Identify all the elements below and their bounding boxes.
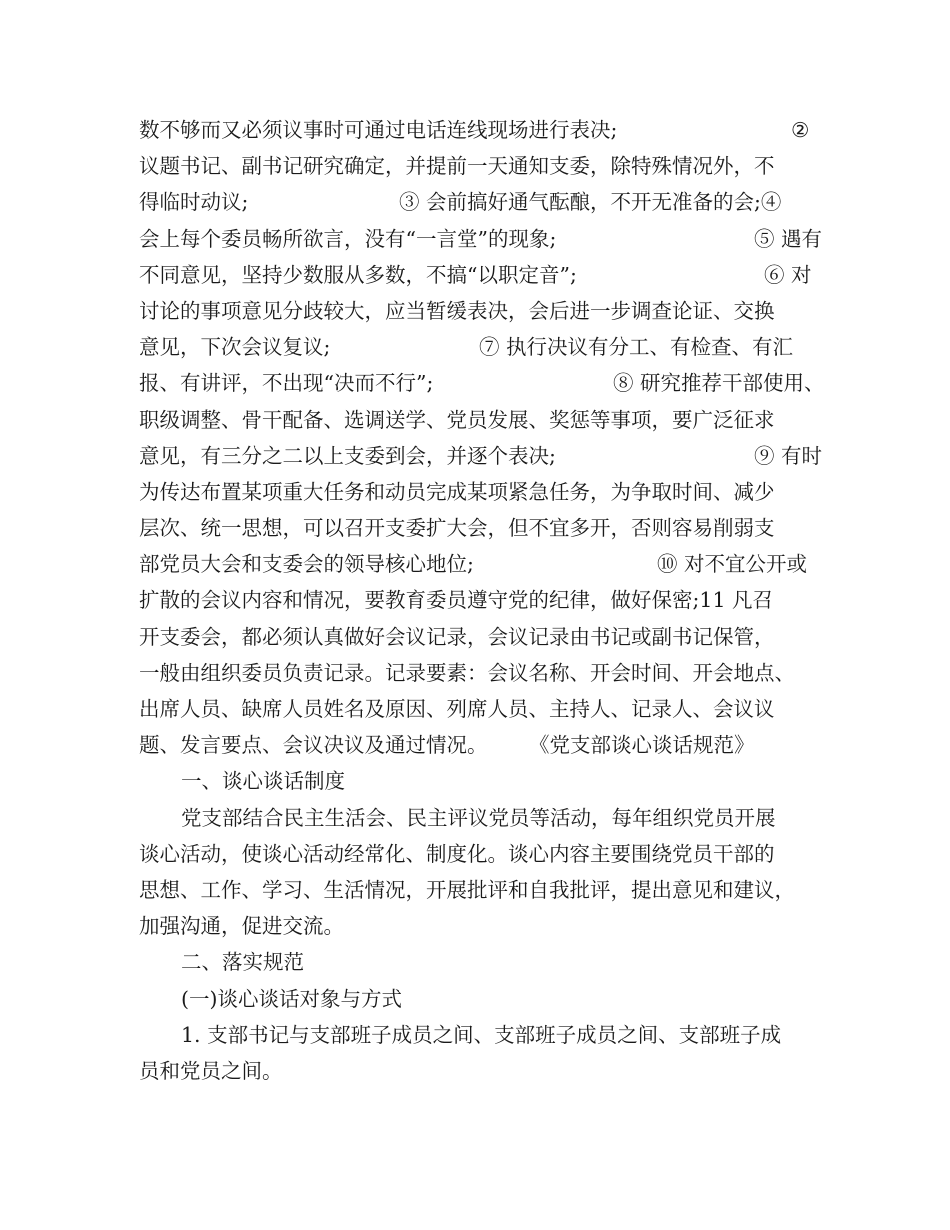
text-line [139, 365, 829, 401]
text-segment: 谈心活动，使谈心活动经常化、制度化。谈心内容主要围绕党员干部的 [139, 841, 775, 866]
text-line [139, 474, 829, 510]
text-segment-trailing: ⑤ 遇有 [754, 226, 823, 251]
text-line [139, 148, 829, 184]
text-line [139, 329, 829, 365]
text-segment: 层次、统一思想，可以召开支委扩大会，但不宜多开，否则容易削弱支 [139, 516, 775, 541]
text-line [139, 800, 829, 836]
text-line [139, 257, 829, 293]
text-line [139, 112, 829, 148]
text-segment: 员和党员之间。 [139, 1058, 283, 1083]
text-segment: 数不够而又必须议事时可通过电话连线现场进行表决; [139, 118, 618, 142]
text-line [139, 727, 829, 763]
text-line [139, 981, 829, 1017]
text-line [139, 872, 829, 908]
text-segment: 加强沟通，促进交流。 [139, 914, 344, 939]
document-body [139, 112, 829, 1089]
text-segment-trailing: ② [791, 118, 810, 142]
text-segment: 得临时动议; [139, 190, 249, 215]
text-segment: 思想、工作、学习、生活情况，开展批评和自我批评，提出意见和建议， [139, 877, 795, 902]
text-segment: 一、谈心谈话制度 [181, 769, 345, 794]
text-segment: 职级调整、骨干配备、选调送学、党员发展、奖惩等事项，要广泛征求 [139, 407, 775, 432]
text-segment: 开支委会，都必须认真做好会议记录，会议记录由书记或副书记保管， [139, 624, 775, 649]
text-line [139, 221, 829, 257]
text-line [139, 293, 829, 329]
text-segment: 讨论的事项意见分歧较大，应当暂缓表决，会后进一步调查论证、交换 [139, 298, 775, 323]
text-segment: 会上每个委员畅所欲言，没有“一言堂”的现象; [139, 226, 557, 251]
text-segment-trailing: ⑩ 对不宜公开或 [657, 552, 808, 577]
text-line [139, 619, 829, 655]
text-segment-trailing: ⑥ 对 [764, 262, 812, 287]
text-segment: 出席人员、缺席人员姓名及原因、列席人员、主持人、记录人、会议议 [139, 697, 775, 721]
text-line [139, 510, 829, 546]
text-segment: 报、有讲评，不出现“决而不行”; [139, 371, 434, 396]
text-segment: 1. 支部书记与支部班子成员之间、支部班子成员之间、支部班子成 [181, 1022, 782, 1047]
text-line [139, 763, 829, 799]
text-segment-trailing: ⑧ 研究推荐干部使用、 [613, 371, 825, 396]
text-segment: 题、发言要点、会议决议及通过情况。 [139, 733, 488, 758]
text-line [139, 184, 829, 220]
text-line [139, 944, 829, 980]
text-segment: 议题书记、副书记研究确定，并提前一天通知支委，除特殊情况外，不 [139, 154, 775, 179]
text-segment: 一般由组织委员负责记录。记录要素：会议名称、开会时间、开会地点、 [139, 660, 795, 685]
text-segment-trailing: ⑦ 执行决议有分工、有检查、有汇 [479, 335, 794, 360]
text-segment: 部党员大会和支委会的领导核心地位; [139, 552, 474, 577]
text-line [139, 1017, 829, 1053]
text-segment: 党支部结合民主生活会、民主评议党员等活动，每年组织党员开展 [181, 805, 776, 830]
text-line [139, 438, 829, 474]
text-line [139, 908, 829, 944]
text-line [139, 582, 829, 618]
text-line [139, 836, 829, 872]
text-segment: 不同意见，坚持少数服从多数，不搞“以职定音”; [139, 262, 577, 287]
text-segment: 意见，下次会议复议; [139, 335, 331, 360]
text-segment: 意见，有三分之二以上支委到会，并逐个表决; [139, 443, 556, 468]
text-line [139, 691, 829, 727]
text-line [139, 402, 829, 438]
text-segment-trailing: ⑨ 有时 [754, 443, 823, 468]
text-segment-trailing: 《党支部谈心谈话规范》 [529, 733, 755, 758]
text-segment: 扩散的会议内容和情况，要教育委员遵守党的纪律，做好保密;11 凡召 [139, 588, 774, 613]
text-segment: 二、落实规范 [181, 950, 304, 975]
text-segment-trailing: ③ 会前搞好通气酝酿，不开无准备的会;④ [399, 190, 782, 215]
text-segment: 为传达布置某项重大任务和动员完成某项紧急任务，为争取时间、减少 [139, 479, 775, 504]
text-line [139, 655, 829, 691]
text-line [139, 1053, 829, 1089]
text-line [139, 546, 829, 582]
text-segment: (一)谈心谈话对象与方式 [181, 986, 402, 1011]
